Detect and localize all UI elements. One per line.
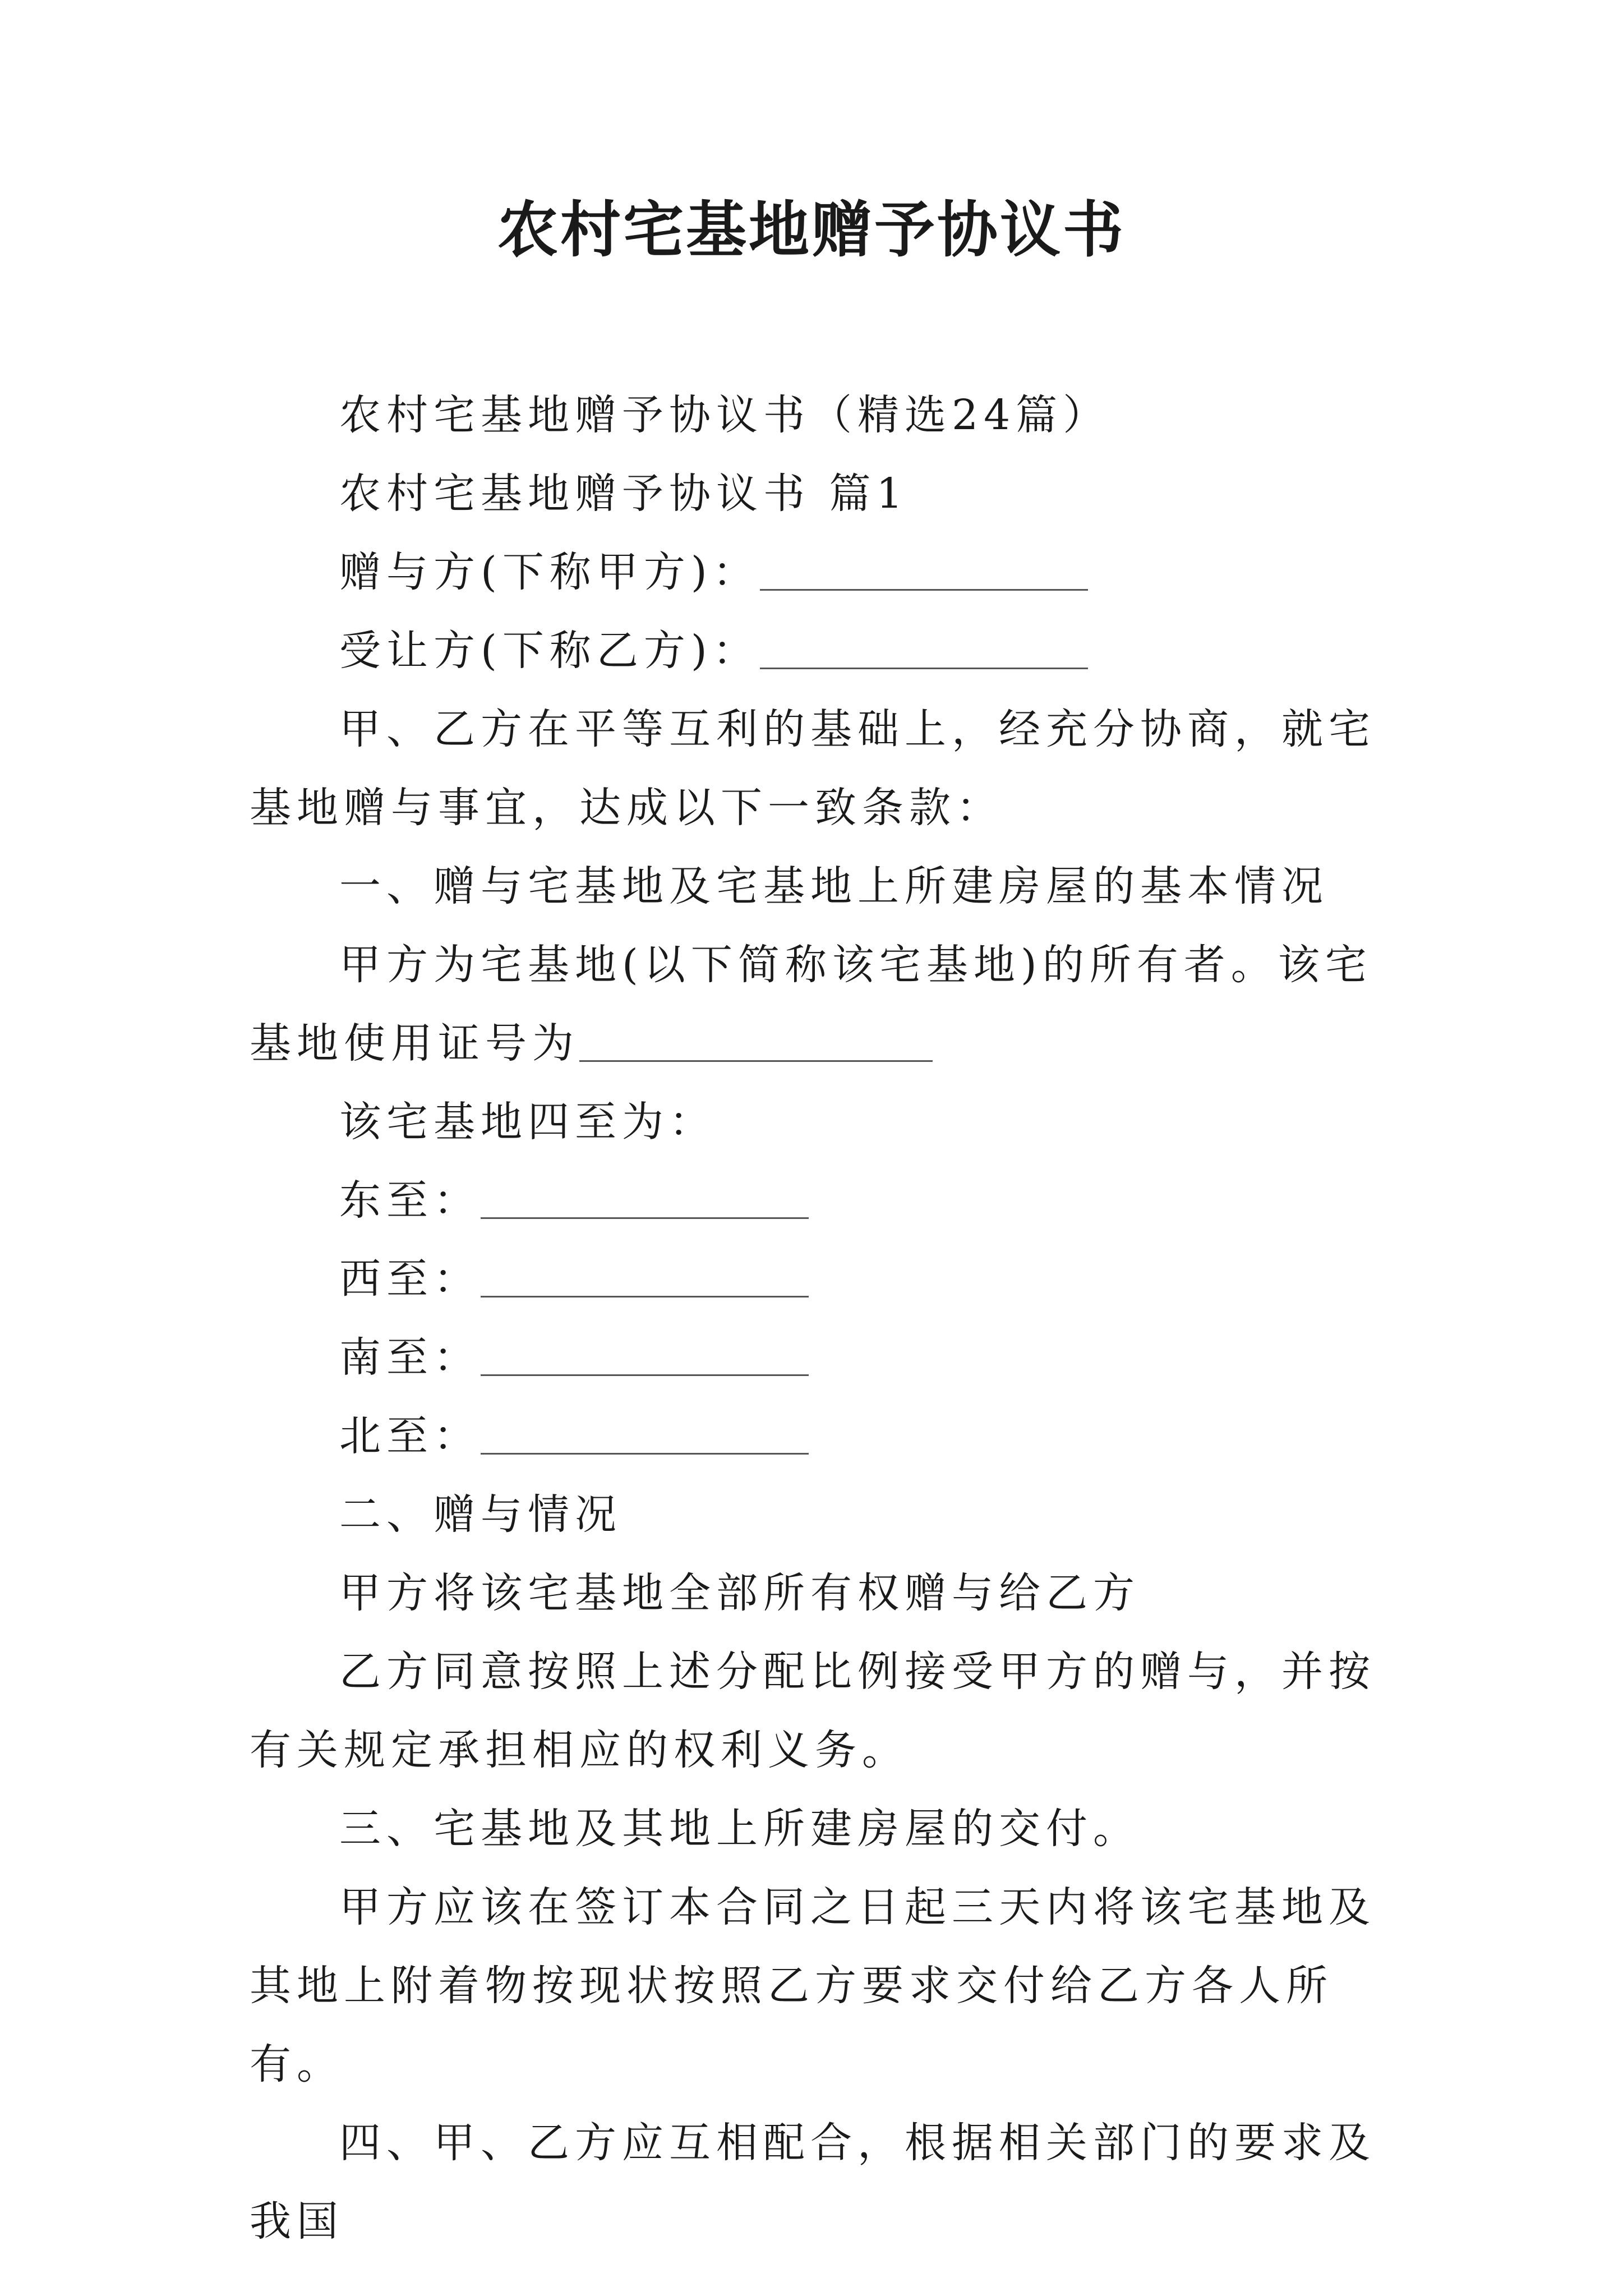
paragraph-west [250,1240,1380,1318]
paragraph-text: 甲方将该宅基地全部所有权赠与给乙方 [339,1569,1140,1617]
paragraph-text: 东至： [339,1176,481,1225]
paragraph-clause-3-heading [250,1789,1380,1868]
paragraph-south [250,1318,1380,1397]
paragraph-ownership [250,926,1380,1083]
paragraph-subtitle [250,376,1380,454]
paragraph-text: 南至： [339,1333,481,1382]
paragraph-boundaries [250,1083,1380,1161]
fill-in-blank [481,1178,809,1219]
paragraph-text: 乙方同意按照上述分配比例接受甲方的赠与，并按有关规定承担相应的权利义务。 [250,1648,1376,1774]
paragraph-text: 农村宅基地赠予协议书（精选24篇） [339,391,1110,439]
paragraph-donor [250,533,1380,611]
fill-in-blank [760,550,1088,591]
paragraph-text: 三、宅基地及其地上所建房屋的交付。 [339,1805,1140,1853]
paragraph-text: 北至： [339,1412,481,1460]
paragraph-text: 甲方为宅基地(以下简称该宅基地)的所有者。该宅基地使用证号为 [250,941,1372,1068]
paragraph-north [250,1397,1380,1475]
paragraph-preamble [250,690,1380,847]
document-title: 农村宅基地赠予协议书 [497,195,1126,265]
paragraph-text: 一、赠与宅基地及宅基地上所建房屋的基本情况 [339,862,1329,910]
paragraph-text: 二、赠与情况 [339,1490,622,1539]
fill-in-blank [579,1021,933,1062]
document-body [250,376,1380,2261]
paragraph-text: 受让方(下称乙方)： [339,627,760,675]
paragraph-text: 甲、乙方在平等互利的基础上，经充分协商，就宅基地赠与事宜，达成以下一致条款： [250,705,1376,832]
paragraph-text: 西至： [339,1255,481,1303]
paragraph-gift [250,1554,1380,1632]
paragraph-section-heading [250,454,1380,533]
fill-in-blank [481,1257,809,1297]
paragraph-text: 赠与方(下称甲方)： [339,548,760,596]
paragraph-recipient [250,611,1380,690]
paragraph-clause-4 [250,2104,1380,2261]
paragraph-acceptance [250,1632,1380,1789]
paragraph-text: 四、甲、乙方应互相配合，根据相关部门的要求及我国 [250,2119,1376,2246]
fill-in-blank [481,1414,809,1455]
paragraph-clause-1-heading [250,847,1380,926]
paragraph-text: 该宅基地四至为： [339,1098,716,1146]
paragraph-text: 农村宅基地赠予协议书 篇1 [339,470,909,518]
fill-in-blank [481,1335,809,1376]
paragraph-text: 甲方应该在签订本合同之日起三天内将该宅基地及其地上附着物按现状按照乙方要求交付给乙方各人所有。 [250,1883,1376,2088]
paragraph-delivery [250,1868,1380,2104]
paragraph-east [250,1161,1380,1240]
paragraph-clause-2-heading [250,1475,1380,1554]
fill-in-blank [760,628,1088,669]
